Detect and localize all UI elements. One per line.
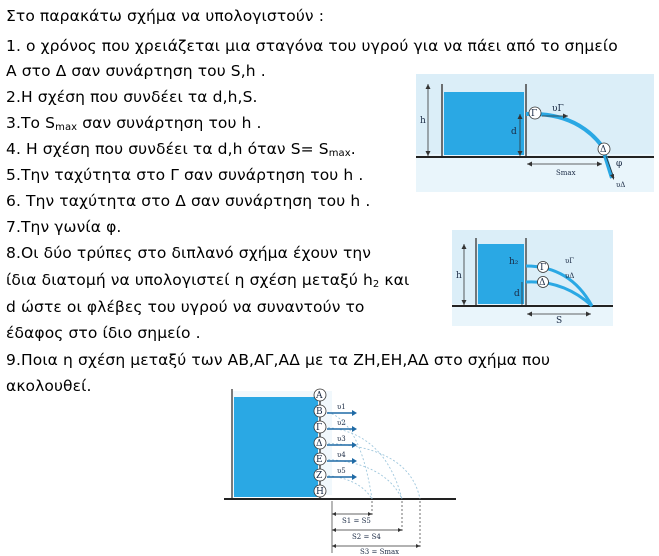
figure-1-tank [416, 74, 654, 192]
question-8-line-2: ίδια διατομή να υπολογιστεί η σχέση μεταξύ $h_2$ και [6, 271, 410, 290]
intro-text: Στο παρακάτω σχήμα να υπολογιστούν : [6, 7, 325, 25]
fig1-phi: φ [616, 159, 623, 169]
svg-text:Γ: Γ [316, 423, 323, 433]
svg-text:Η: Η [316, 487, 324, 497]
svg-text:Γ: Γ [540, 263, 547, 273]
svg-text:Δ: Δ [539, 278, 546, 288]
fig2-v-delta: υΔ [565, 272, 575, 280]
fig2-s-label: S [556, 316, 563, 326]
fig3-range-2: S2 = S4 [352, 533, 381, 541]
question-2: 2.Η σχέση που συνδέει τα d,h,S. [6, 88, 258, 106]
fig1-h-label: h [420, 116, 426, 126]
question-8-line-3: d ώστε οι φλέβες του υγρού να συναντούν το [6, 298, 365, 316]
svg-text:Ε: Ε [316, 455, 323, 465]
fig3-v2: υ2 [337, 419, 346, 427]
question-9-line-1: 9.Ποια η σχέση μεταξύ των ΑΒ,ΑΓ,ΑΔ με τα ΖΗ,ΕΗ,ΑΔ στο σχήμα που [6, 351, 551, 369]
fig2-h2-label: h₂ [509, 257, 519, 267]
fig3-v3: υ3 [337, 435, 346, 443]
question-4: 4. Η σχέση που συνδέει τα d,h όταν $S= S_{max}$. [6, 140, 356, 159]
fig3-v4: υ4 [337, 451, 346, 459]
fig2-v-gamma: υΓ [565, 257, 575, 265]
question-1-line-2: Α στο Δ σαν συνάρτηση του S,h . [6, 62, 266, 80]
question-6: 6. Την ταχύτητα στο Δ σαν συνάρτηση του h . [6, 192, 371, 210]
svg-text:Δ: Δ [316, 439, 323, 449]
fig2-d-label: d [514, 289, 520, 299]
question-5: 5.Την ταχύτητα στο Γ σαν συνάρτηση του h . [6, 166, 364, 184]
fig3-range-3: S3 = Smax [360, 548, 400, 555]
question-8-line-1: 8.Οι δύο τρύπες στο διπλανό σχήμα έχουν την [6, 244, 372, 262]
svg-text:Γ: Γ [531, 109, 538, 119]
fig1-v-gamma: υΓ [552, 104, 564, 114]
fig3-range-1: S1 = S5 [342, 517, 371, 525]
figure-2-tank [452, 230, 613, 326]
fig3-v5: υ5 [337, 467, 346, 475]
svg-text:Ζ: Ζ [316, 471, 323, 481]
water-body [444, 92, 524, 155]
svg-text:Β: Β [316, 407, 323, 417]
figure-3-tank [224, 383, 456, 555]
fig2-h-label: h [456, 271, 462, 281]
fig1-smax-label: Smax [556, 169, 576, 177]
question-1-line-1: 1. ο χρόνος που χρειάζεται μια σταγόνα του υγρού για να πάει από το σημείο [6, 37, 618, 55]
fig1-d-label: d [511, 127, 517, 137]
question-8-line-4: έδαφος στο ίδιο σημείο . [6, 324, 201, 342]
svg-text:Α: Α [316, 391, 323, 401]
question-7: 7.Την γωνία φ. [6, 218, 122, 236]
question-9-line-2: ακολουθεί. [6, 377, 92, 395]
water-body [234, 397, 318, 497]
question-3: 3.Το $S_{max}$ σαν συνάρτηση του h . [6, 114, 262, 133]
fig1-v-delta: υΔ [616, 181, 626, 189]
svg-text:Δ: Δ [600, 145, 607, 155]
fig3-v1: υ1 [337, 403, 346, 411]
